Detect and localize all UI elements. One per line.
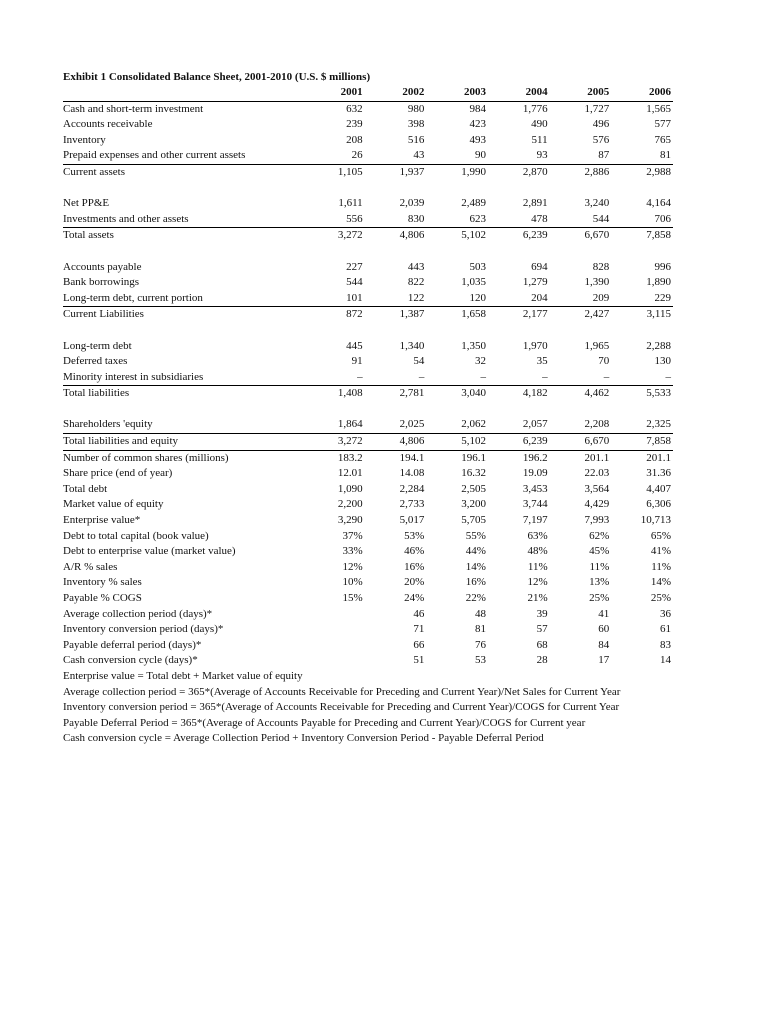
value-cell: 11% bbox=[527, 560, 548, 573]
table-row bbox=[63, 417, 673, 433]
value-cell: 1,105 bbox=[337, 165, 363, 178]
value-cell: 2,325 bbox=[611, 417, 673, 433]
table-row bbox=[63, 370, 673, 386]
value-cell: 6,239 bbox=[522, 229, 548, 242]
value-cell: 5,102 bbox=[461, 229, 486, 242]
exhibit-title: Exhibit 1 Consolidated Balance Sheet, 2001-2010 (U.S. $ millions) bbox=[63, 71, 371, 83]
table-row bbox=[63, 544, 673, 560]
row-label: Net PP&E bbox=[63, 197, 110, 210]
value-cell: 3,290 bbox=[337, 514, 363, 527]
value-cell: 2,177 bbox=[522, 308, 548, 321]
value-cell: 208 bbox=[346, 133, 363, 146]
value-cell: 91 bbox=[351, 355, 363, 368]
value-cell: 10,713 bbox=[640, 514, 671, 527]
table-row bbox=[63, 212, 673, 228]
table-row bbox=[63, 228, 673, 244]
value-cell: 20% bbox=[404, 576, 425, 589]
value-cell: 7,993 bbox=[584, 514, 610, 527]
value-cell: 37% bbox=[342, 529, 363, 542]
value-cell: 63% bbox=[527, 529, 548, 542]
value-cell: 201.1 bbox=[584, 451, 610, 464]
value-cell: 183.2 bbox=[337, 451, 363, 464]
value-cell: 16.32 bbox=[461, 467, 486, 480]
row-label: Deferred taxes bbox=[63, 355, 128, 368]
value-cell: 632 bbox=[346, 102, 363, 115]
value-cell: 48 bbox=[474, 607, 486, 620]
value-cell: 12.01 bbox=[337, 467, 363, 480]
value-cell bbox=[303, 622, 365, 638]
value-cell: 122 bbox=[365, 291, 427, 307]
value-cell: 31.36 bbox=[646, 467, 671, 480]
value-cell: 66 bbox=[413, 638, 425, 651]
value-cell: 503 bbox=[469, 260, 486, 273]
row-label: Inventory % sales bbox=[63, 576, 142, 589]
value-cell: 3,200 bbox=[461, 498, 486, 511]
value-cell: 62% bbox=[589, 529, 610, 542]
value-cell: 493 bbox=[469, 133, 486, 146]
value-cell: 12% bbox=[527, 576, 548, 589]
row-label: Debt to total capital (book value) bbox=[63, 529, 209, 542]
table-row bbox=[63, 513, 673, 529]
year-header: 2006 bbox=[611, 85, 673, 101]
table-row bbox=[63, 164, 673, 180]
row-label: Minority interest in subsidiaries bbox=[63, 370, 303, 386]
value-cell: 3,040 bbox=[461, 387, 486, 400]
value-cell: 445 bbox=[346, 339, 363, 352]
value-cell: 204 bbox=[488, 291, 550, 307]
value-cell: 4,429 bbox=[584, 498, 610, 511]
value-cell: 2,489 bbox=[461, 197, 486, 210]
value-cell: 1,387 bbox=[399, 308, 425, 321]
value-cell: 87 bbox=[550, 148, 612, 164]
table-row bbox=[63, 291, 673, 307]
value-cell: 61 bbox=[660, 623, 671, 636]
value-cell: 14% bbox=[465, 560, 486, 573]
row-label: Cash and short-term investment bbox=[63, 102, 204, 115]
value-cell: 101 bbox=[303, 291, 365, 307]
value-cell bbox=[303, 653, 365, 669]
table-row bbox=[63, 653, 673, 669]
row-label: Average collection period (days)* bbox=[63, 607, 213, 620]
spacer-row bbox=[63, 244, 673, 260]
table-row bbox=[63, 529, 673, 545]
value-cell: 209 bbox=[550, 291, 612, 307]
value-cell: 21% bbox=[527, 592, 548, 604]
table-row bbox=[63, 339, 673, 355]
value-cell: 3,564 bbox=[584, 482, 610, 495]
value-cell: 194.1 bbox=[399, 451, 425, 464]
row-label: Long-term debt bbox=[63, 339, 132, 352]
value-cell: 4,806 bbox=[399, 229, 425, 242]
value-cell: 1,937 bbox=[399, 165, 425, 178]
row-label: Accounts receivable bbox=[63, 118, 153, 131]
row-label: Bank borrowings bbox=[63, 276, 140, 289]
table-row bbox=[63, 354, 673, 370]
value-cell: 7,197 bbox=[522, 514, 548, 527]
table-row bbox=[63, 638, 673, 654]
balance-sheet-exhibit bbox=[63, 69, 673, 747]
value-cell: 24% bbox=[404, 592, 425, 604]
value-cell: 872 bbox=[346, 308, 363, 321]
value-cell: 41% bbox=[650, 545, 671, 558]
value-cell: 2,039 bbox=[399, 197, 425, 210]
value-cell: 1,727 bbox=[584, 102, 610, 115]
value-cell: 2,781 bbox=[399, 387, 425, 400]
value-cell: 984 bbox=[469, 102, 486, 115]
value-cell: 2,427 bbox=[584, 308, 610, 321]
value-cell: 4,806 bbox=[365, 434, 427, 451]
value-cell: 2,025 bbox=[365, 417, 427, 433]
value-cell: 81 bbox=[474, 623, 486, 636]
value-cell: 41 bbox=[598, 607, 610, 620]
row-label: Prepaid expenses and other current assets bbox=[63, 148, 303, 164]
value-cell: 1,035 bbox=[461, 276, 486, 289]
value-cell: 25% bbox=[650, 592, 671, 604]
row-label: Shareholders 'equity bbox=[63, 417, 303, 433]
value-cell: 576 bbox=[592, 133, 610, 146]
row-label: Payable deferral period (days)* bbox=[63, 638, 202, 651]
value-cell: 57 bbox=[536, 623, 548, 636]
value-cell: 4,407 bbox=[646, 482, 671, 495]
value-cell: 22.03 bbox=[584, 467, 610, 480]
row-label: Total liabilities bbox=[63, 387, 130, 400]
table-row bbox=[63, 434, 673, 451]
year-header: 2005 bbox=[550, 85, 612, 101]
value-cell: 1,990 bbox=[461, 165, 486, 178]
value-cell: 46% bbox=[404, 545, 425, 558]
value-cell: 1,864 bbox=[303, 417, 365, 433]
row-label: Share price (end of year) bbox=[63, 467, 173, 480]
value-cell: 3,115 bbox=[646, 308, 671, 321]
value-cell: 490 bbox=[531, 118, 548, 131]
value-cell: 13% bbox=[589, 576, 610, 589]
value-cell: 48% bbox=[527, 545, 548, 558]
value-cell: 996 bbox=[654, 260, 671, 273]
value-cell: 398 bbox=[407, 118, 425, 131]
value-cell bbox=[303, 607, 365, 623]
value-cell: 26 bbox=[303, 148, 365, 164]
table-row bbox=[63, 307, 673, 323]
value-cell: – bbox=[488, 370, 550, 386]
row-label: Number of common shares (millions) bbox=[63, 451, 229, 464]
row-label: Total liabilities and equity bbox=[63, 434, 303, 451]
table-row bbox=[63, 275, 673, 291]
footnote: Enterprise value = Total debt + Market value of equity bbox=[63, 669, 303, 682]
footnote: Inventory conversion period = 365*(Average of Accounts Receivable for Preceding and Current Year)/COGS for Current Year bbox=[63, 701, 620, 714]
value-cell: 694 bbox=[531, 260, 548, 273]
value-cell: 2,988 bbox=[646, 165, 671, 178]
value-cell bbox=[303, 638, 365, 654]
value-cell: 5,533 bbox=[646, 387, 671, 400]
value-cell: 35 bbox=[536, 355, 548, 368]
value-cell: 17 bbox=[598, 654, 610, 667]
year-header: 2004 bbox=[488, 85, 550, 101]
value-cell: 2,284 bbox=[399, 482, 425, 495]
value-cell: 3,272 bbox=[303, 434, 365, 451]
spacer-row bbox=[63, 402, 673, 418]
value-cell: 423 bbox=[469, 118, 486, 131]
row-label: Market value of equity bbox=[63, 498, 164, 511]
value-cell: 980 bbox=[407, 102, 425, 115]
value-cell: 68 bbox=[536, 638, 548, 651]
value-cell: 53% bbox=[404, 529, 425, 542]
row-label: Cash conversion cycle (days)* bbox=[63, 654, 198, 667]
value-cell: 577 bbox=[654, 118, 671, 131]
value-cell: 1,658 bbox=[461, 308, 486, 321]
row-label: Total assets bbox=[63, 229, 114, 242]
table-row bbox=[63, 117, 673, 133]
value-cell: 544 bbox=[346, 276, 363, 289]
row-label: A/R % sales bbox=[63, 560, 118, 573]
row-label: Long-term debt, current portion bbox=[63, 291, 303, 307]
value-cell: 71 bbox=[413, 623, 425, 636]
value-cell: 11% bbox=[651, 560, 671, 573]
year-header: 2001 bbox=[303, 85, 365, 101]
value-cell: 516 bbox=[407, 133, 425, 146]
footnote: Cash conversion cycle = Average Collection Period + Inventory Conversion Period - Payable Deferral Period bbox=[63, 732, 544, 745]
value-cell: 14% bbox=[650, 576, 671, 589]
value-cell: 1,890 bbox=[646, 276, 671, 289]
value-cell: 2,288 bbox=[646, 339, 671, 352]
table-row bbox=[63, 450, 673, 466]
value-cell: 1,970 bbox=[522, 339, 548, 352]
value-cell: 36 bbox=[660, 607, 671, 620]
row-label: Total debt bbox=[63, 482, 108, 495]
value-cell: 511 bbox=[531, 133, 548, 146]
value-cell: 2,505 bbox=[461, 482, 486, 495]
spacer-row bbox=[63, 323, 673, 339]
value-cell: 33% bbox=[342, 545, 363, 558]
value-cell: 90 bbox=[426, 148, 488, 164]
value-cell: 39 bbox=[536, 607, 548, 620]
spacer-cell bbox=[63, 181, 673, 197]
row-label: Payable % COGS bbox=[63, 592, 142, 604]
footnote: Average collection period = 365*(Average of Accounts Receivable for Preceding and Current Year)/Net Sales for Current Year bbox=[63, 685, 621, 698]
value-cell: 10% bbox=[342, 576, 363, 589]
value-cell: 54 bbox=[413, 355, 425, 368]
value-cell: 3,744 bbox=[522, 498, 548, 511]
value-cell: 2,057 bbox=[488, 417, 550, 433]
value-cell: 1,565 bbox=[646, 102, 671, 115]
year-header-row bbox=[63, 85, 673, 101]
value-cell: 16% bbox=[465, 576, 486, 589]
value-cell: 201.1 bbox=[646, 451, 671, 464]
value-cell: 44% bbox=[465, 545, 486, 558]
value-cell: 4,164 bbox=[646, 197, 671, 210]
value-cell: 65% bbox=[650, 529, 671, 542]
value-cell: 706 bbox=[611, 212, 673, 228]
value-cell: – bbox=[550, 370, 612, 386]
value-cell: 544 bbox=[550, 212, 612, 228]
value-cell: 1,350 bbox=[461, 339, 486, 352]
value-cell: 43 bbox=[365, 148, 427, 164]
value-cell: 3,453 bbox=[522, 482, 548, 495]
value-cell: 765 bbox=[654, 133, 671, 146]
table-row bbox=[63, 497, 673, 513]
value-cell: 196.1 bbox=[461, 451, 486, 464]
value-cell: 45% bbox=[589, 545, 610, 558]
value-cell: 556 bbox=[303, 212, 365, 228]
table-row bbox=[63, 386, 673, 402]
value-cell: 1,340 bbox=[399, 339, 425, 352]
row-label: Current Liabilities bbox=[63, 308, 144, 321]
value-cell: 15% bbox=[342, 592, 363, 604]
value-cell: 2,200 bbox=[337, 498, 363, 511]
value-cell: 6,306 bbox=[646, 498, 671, 511]
year-header: 2003 bbox=[426, 85, 488, 101]
value-cell: 81 bbox=[611, 148, 673, 164]
value-cell: 83 bbox=[660, 638, 671, 651]
value-cell: 5,017 bbox=[399, 514, 425, 527]
value-cell: 822 bbox=[407, 276, 425, 289]
value-cell: 53 bbox=[474, 654, 486, 667]
value-cell: 7,858 bbox=[611, 434, 673, 451]
spacer-row bbox=[63, 181, 673, 197]
row-label: Inventory bbox=[63, 133, 106, 146]
table-row bbox=[63, 133, 673, 149]
value-cell: 2,870 bbox=[522, 165, 548, 178]
value-cell: 2,062 bbox=[426, 417, 488, 433]
row-label: Investments and other assets bbox=[63, 212, 303, 228]
table-row bbox=[63, 466, 673, 482]
value-cell: – bbox=[426, 370, 488, 386]
value-cell: 830 bbox=[365, 212, 427, 228]
value-cell: 46 bbox=[413, 607, 425, 620]
value-cell: 1,279 bbox=[522, 276, 548, 289]
value-cell: – bbox=[611, 370, 673, 386]
value-cell: 16% bbox=[404, 560, 425, 573]
value-cell: 5,705 bbox=[461, 514, 486, 527]
value-cell: 3,272 bbox=[337, 229, 363, 242]
value-cell: 1,390 bbox=[584, 276, 610, 289]
row-label: Inventory conversion period (days)* bbox=[63, 623, 224, 636]
table-row bbox=[63, 148, 673, 164]
value-cell: 7,858 bbox=[646, 229, 671, 242]
value-cell: 443 bbox=[407, 260, 425, 273]
row-label: Enterprise value* bbox=[63, 514, 141, 527]
value-cell: 25% bbox=[589, 592, 610, 604]
value-cell: 12% bbox=[342, 560, 363, 573]
footnotes bbox=[63, 669, 673, 747]
value-cell: 55% bbox=[465, 529, 486, 542]
year-header: 2002 bbox=[365, 85, 427, 101]
value-cell: 2,208 bbox=[550, 417, 612, 433]
value-cell: – bbox=[303, 370, 365, 386]
value-cell: 3,240 bbox=[584, 197, 610, 210]
value-cell: 93 bbox=[488, 148, 550, 164]
value-cell: 130 bbox=[654, 355, 671, 368]
value-cell: 6,239 bbox=[488, 434, 550, 451]
spacer-cell bbox=[63, 244, 673, 260]
value-cell: 6,670 bbox=[584, 229, 610, 242]
value-cell: 1,090 bbox=[337, 482, 363, 495]
footnote: Payable Deferral Period = 365*(Average of Accounts Payable for Preceding and Current Year)/COGS for Current year bbox=[63, 716, 586, 729]
value-cell: 1,965 bbox=[584, 339, 610, 352]
table-row bbox=[63, 622, 673, 638]
value-cell: 28 bbox=[536, 654, 548, 667]
value-cell: 32 bbox=[474, 355, 486, 368]
value-cell: 6,670 bbox=[550, 434, 612, 451]
value-cell: 2,733 bbox=[399, 498, 425, 511]
value-cell: 14 bbox=[660, 654, 671, 667]
value-cell: 51 bbox=[413, 654, 425, 667]
value-cell: 828 bbox=[592, 260, 610, 273]
table-row bbox=[63, 260, 673, 276]
balance-sheet-table bbox=[63, 85, 673, 669]
value-cell: – bbox=[365, 370, 427, 386]
table-row bbox=[63, 101, 673, 117]
value-cell: 196.2 bbox=[522, 451, 548, 464]
value-cell: 120 bbox=[426, 291, 488, 307]
value-cell: 478 bbox=[488, 212, 550, 228]
row-label: Accounts payable bbox=[63, 260, 142, 273]
value-cell: 227 bbox=[346, 260, 363, 273]
value-cell: 14.08 bbox=[399, 467, 425, 480]
row-label: Debt to enterprise value (market value) bbox=[63, 545, 236, 558]
table-body bbox=[63, 101, 673, 669]
table-row bbox=[63, 607, 673, 623]
value-cell: 22% bbox=[465, 592, 486, 604]
value-cell: 11% bbox=[589, 560, 610, 573]
table-row bbox=[63, 196, 673, 212]
value-cell: 1,776 bbox=[522, 102, 548, 115]
value-cell: 229 bbox=[611, 291, 673, 307]
value-cell: 4,182 bbox=[522, 387, 548, 400]
value-cell: 1,408 bbox=[337, 387, 363, 400]
spacer-cell bbox=[63, 323, 673, 339]
spacer-cell bbox=[63, 402, 673, 418]
table-row bbox=[63, 591, 673, 607]
table-row bbox=[63, 560, 673, 576]
value-cell: 84 bbox=[598, 638, 610, 651]
value-cell: 70 bbox=[598, 355, 610, 368]
value-cell: 239 bbox=[346, 118, 363, 131]
table-row bbox=[63, 575, 673, 591]
value-cell: 623 bbox=[426, 212, 488, 228]
value-cell: 5,102 bbox=[426, 434, 488, 451]
value-cell: 60 bbox=[598, 623, 610, 636]
row-label: Current assets bbox=[63, 165, 126, 178]
value-cell: 4,462 bbox=[584, 387, 610, 400]
table-row bbox=[63, 482, 673, 498]
value-cell: 19.09 bbox=[522, 467, 548, 480]
value-cell: 2,886 bbox=[584, 165, 610, 178]
header-blank bbox=[63, 85, 303, 101]
value-cell: 76 bbox=[474, 638, 486, 651]
value-cell: 496 bbox=[592, 118, 610, 131]
value-cell: 2,891 bbox=[522, 197, 548, 210]
value-cell: 1,611 bbox=[338, 197, 363, 210]
